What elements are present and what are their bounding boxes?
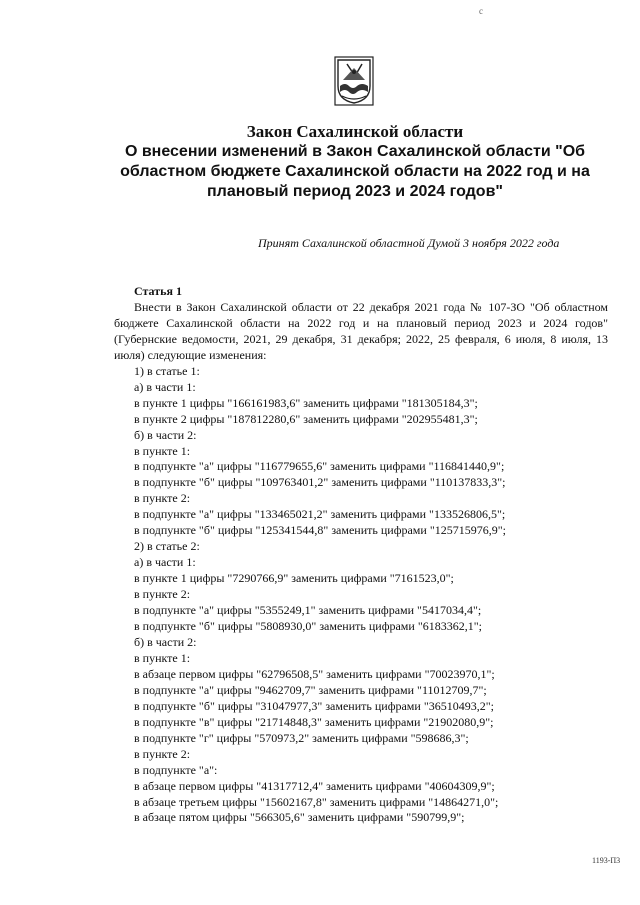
- amendment-line: в подпункте "а" цифры "5355249,1" заменить цифрами "5417034,4";: [134, 603, 482, 618]
- law-title-line1: Закон Сахалинской области: [246, 122, 464, 141]
- amendment-line: в подпункте "а" цифры "116779655,6" заменить цифрами "116841440,9";: [134, 459, 505, 474]
- corner-mark: с: [479, 6, 483, 16]
- amendment-line: в абзаце пятом цифры "566305,6" заменить цифрами "590799,9";: [134, 810, 465, 825]
- amendment-line: в подпункте "б" цифры "5808930,0" заменить цифрами "6183362,1";: [134, 619, 482, 634]
- amendment-line: в подпункте "г" цифры "570973,2" заменить цифрами "598686,3";: [134, 730, 469, 745]
- amendment-line: в пункте 1 цифры "7290766,9" заменить цифрами "7161523,0";: [134, 571, 454, 586]
- amendment-line: в абзаце первом цифры "62796508,5" заменить цифрами "70023970,1";: [134, 666, 495, 681]
- amendment-line: в пункте 2:: [134, 746, 191, 761]
- article-heading: Статья 1: [134, 284, 182, 298]
- amendment-line: в подпункте "а" цифры "9462709,7" заменить цифрами "11012709,7";: [134, 682, 487, 697]
- article-body: [114, 284, 608, 826]
- amendment-line: в пункте 1:: [134, 650, 191, 665]
- amendment-line: в подпункте "а":: [134, 762, 218, 777]
- amendment-line: а) в части 1:: [134, 379, 196, 394]
- amendment-line: б) в части 2:: [134, 634, 197, 649]
- amendment-line: а) в части 1:: [134, 555, 196, 570]
- law-title-line2: О внесении изменений в Закон Сахалинской области "Об областном бюджете Сахалинской области на 2022 год и на плановый период 2023 и 2024 годов": [120, 143, 590, 200]
- amendment-line: в пункте 2 цифры "187812280,6" заменить цифрами "202955481,3";: [134, 411, 478, 426]
- amendment-line: в подпункте "б" цифры "125341544,8" заменить цифрами "125715976,9";: [134, 523, 506, 538]
- amendment-line: в пункте 2:: [134, 491, 191, 506]
- amendment-line: в подпункте "а" цифры "133465021,2" заменить цифрами "133526806,5";: [134, 507, 506, 522]
- coat-of-arms-icon: [333, 56, 375, 106]
- amendment-line: в пункте 1 цифры "166161983,6" заменить цифрами "181305184,3";: [134, 395, 478, 410]
- article-intro: Внести в Закон Сахалинской области от 22 декабря 2021 года № 107-ЗО "Об областном бюджете Сахалинской области на 2022 год и на плановый период 2023 и 2024 годов" (Губернские ведомости, 2021, 29 декабря, 31 декабря; 2022, 25 февраля, 6 июля, 8 июля, 13 июля) следующие изменения:: [114, 299, 608, 362]
- amendment-line: в абзаце третьем цифры "15602167,8" заменить цифрами "14864271,0";: [134, 794, 499, 809]
- amendment-line: в абзаце первом цифры "41317712,4" заменить цифрами "40604309,9";: [134, 778, 495, 793]
- amendment-line: в пункте 1:: [134, 443, 191, 458]
- document-code: 1193-П3: [592, 856, 621, 865]
- amendment-line: в подпункте "б" цифры "109763401,2" заменить цифрами "110137833,3";: [134, 475, 506, 490]
- amendment-line: в пункте 2:: [134, 587, 191, 602]
- adoption-note: Принят Сахалинской областной Думой 3 ноября 2022 года: [258, 236, 560, 250]
- amendment-line: 1) в статье 1:: [134, 363, 200, 378]
- amendment-line: б) в части 2:: [134, 427, 197, 442]
- amendment-line: в подпункте "в" цифры "21714848,3" заменить цифрами "21902080,9";: [134, 714, 494, 729]
- amendment-line: в подпункте "б" цифры "31047977,3" заменить цифрами "36510493,2";: [134, 698, 494, 713]
- law-title: [120, 122, 590, 202]
- amendment-line: 2) в статье 2:: [134, 539, 200, 554]
